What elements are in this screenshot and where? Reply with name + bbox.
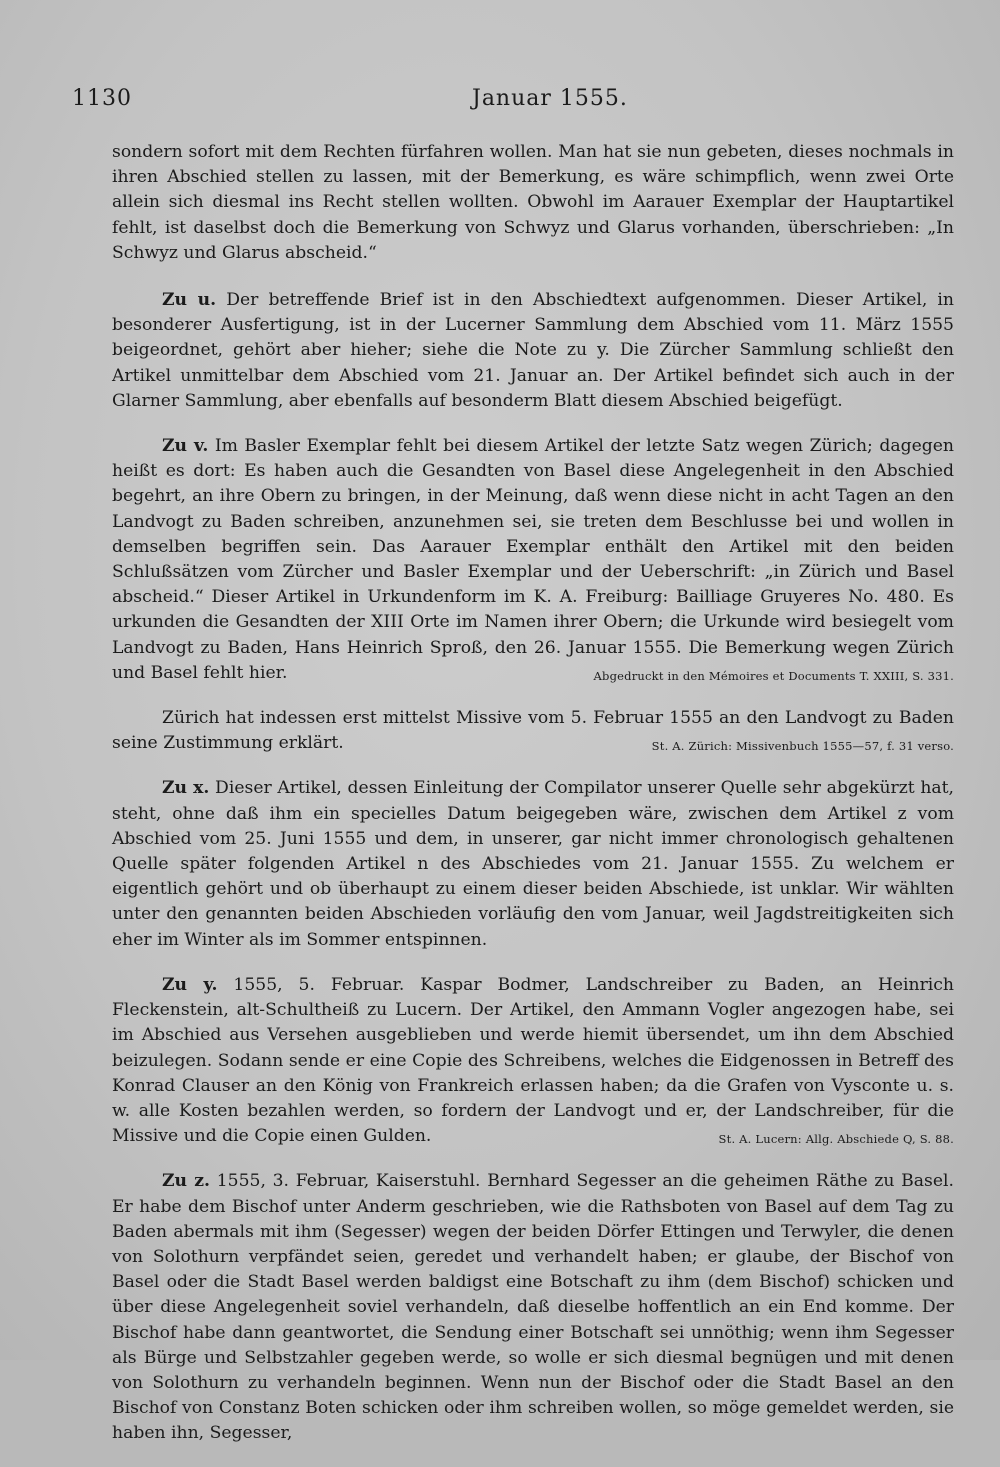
page-body (112, 140, 954, 1467)
note-text: Dieser Artikel, dessen Einleitung der Compilator unserer Quelle sehr abgekürzt hat, steht, ohne daß ihm ein specielles Datum beigegeben wäre, zwischen dem Artikel z vom Abschied vom 25. Juni 1555 und dem, in unserer, gar nicht immer chronologisch gehaltenen Quelle später folgenden Artikel n des Abschiedes vom 21. Januar 1555. Zu welchem er eigentlich gehört und ob überhaupt zu einem dieser beiden Abschiede, ist unklar. Wir wählten unter den genannten beiden Abschieden vorläufig den vom Januar, weil Jagdstreitigkeiten sich eher im Winter als im Sommer entspinnen. (112, 778, 955, 950)
source-citation: St. A. Lucern: Allg. Abschiede Q, S. 88. (718, 1132, 954, 1147)
page-number: 1130 (72, 86, 132, 111)
note-u (112, 288, 954, 414)
source-citation: Abgedruckt in den Mémoires et Documents T. XXIII, S. 331. (593, 668, 954, 683)
note-text: 1555, 5. Februar. Kaspar Bodmer, Landschreiber zu Baden, an Heinrich Fleckenstein, alt-Schultheiß zu Lucern. Der Artikel, den Ammann Vogler angezogen habe, sei im Abschied aus Versehen ausgeblieben und werde hiemit übersendet, um ihn dem Abschied beizulegen. Sodann sende er eine Copie des Schreibens, welches die Eidgenossen in Betreff des Konrad Clauser an den König von Frankreich erlassen haben; da die Grafen von Vysconte u. s. w. alle Kosten bezahlen werden, so fordern der Landvogt und er, der Landschreiber, für die Missive und die Copie einen Gulden. (112, 974, 954, 1147)
note-text: Zürich hat indessen erst mittelst Missive vom 5. Februar 1555 an den Landvogt zu Baden seine Zustimmung erklärt. (112, 708, 954, 754)
note-z (112, 1169, 954, 1446)
note-lemma: Zu z. (162, 1171, 211, 1192)
running-title: Januar 1555. (472, 86, 628, 111)
note-y (112, 973, 954, 1149)
note-x (112, 776, 954, 952)
paragraph-continuation (112, 140, 954, 266)
note-text: Im Basler Exemplar fehlt bei diesem Artikel der letzte Satz wegen Zürich; dagegen heißt es dort: Es haben auch die Gesandten von Basel diese Angelegenheit in den Abschied begehrt, an ihre Obern zu bringen, in der Meinung, daß wenn diese nicht in acht Tagen an den Landvogt zu Baden schreiben, anzunehmen sei, sie treten dem Beschlusse bei und wollen in demselben begriffen sein. Das Aarauer Exemplar enthält den Artikel mit den beiden Schlußsätzen vom Zürcher und Basler Exemplar und der Ueberschrift: „in Zürich und Basel abscheid.“ Dieser Artikel in Urkundenform im K. A. Freiburg: Bailliage Gruyeres No. 480. Es urkunden die Gesandten der XIII Orte im Namen ihrer Obern; die Urkunde wird besiegelt vom Landvogt zu Baden, Hans Heinrich Sproß, den 26. Januar 1555. Die Bemerkung wegen Zürich und Basel fehlt hier. (112, 436, 954, 683)
source-citation: St. A. Zürich: Missivenbuch 1555—57, f. 31 verso. (651, 739, 954, 754)
note-v (112, 434, 954, 686)
note-lemma: Zu v. (162, 436, 209, 457)
note-lemma: Zu u. (162, 290, 217, 311)
note-text: 1555, 3. Februar, Kaiserstuhl. Bernhard Segesser an die geheimen Räthe zu Basel. Er habe dem Bischof unter Anderm geschrieben, wie die Rathsboten von Basel auf dem Tag zu Baden abermals mit ihm (Segesser) wegen der beiden Dörfer Ettingen und Terwyler, die denen von Solothurn verpfändet seien, geredet und verhandelt haben; er glaube, der Bischof von Basel oder die Stadt Basel werden baldigst eine Botschaft zu ihm (dem Bischof) schicken und über diese Angelegenheit soviel verhandeln, daß dieselbe hoffentlich an ein End komme. Der Bischof habe dann geantwortet, die Sendung einer Botschaft sei unnöthig; wenn ihm Segesser als Bürge und Selbstzahler gegeben werde, so wolle er sich diesmal begnügen und mit denen von Solothurn zu verhandeln beginnen. Wenn nun der Bischof oder die Stadt Basel an den Bischof von Constanz Boten schicken oder ihm schreiben wollen, so möge gemeldet werden, sie haben ihn, Segesser, (112, 1171, 954, 1444)
note-lemma: Zu y. (162, 974, 218, 995)
note-text: Der betreffende Brief ist in den Abschiedtext aufgenommen. Dieser Artikel, in besonderer Ausfertigung, ist in der Lucerner Sammlung dem Abschied vom 11. März 1555 beigeordnet, gehört aber hieher; siehe die Note zu y. Die Zürcher Sammlung schließt den Artikel unmittelbar dem Abschied vom 21. Januar an. Der Artikel befindet sich auch in der Glarner Sammlung, aber ebenfalls auf besonderm Blatt diesem Abschied beigefügt. (112, 290, 954, 411)
note-lemma: Zu x. (162, 778, 210, 799)
page-header (72, 86, 952, 116)
note-v-addendum (112, 706, 954, 756)
paragraph-text: sondern sofort mit dem Rechten fürfahren wollen. Man hat sie nun gebeten, dieses nochmals in ihren Abschied stellen zu lassen, mit der Bemerkung, es wäre schimpflich, wenn zwei Orte allein sich diesmal ins Recht stellen wollten. Obwohl im Aarauer Exemplar der Hauptartikel fehlt, ist daselbst doch die Bemerkung von Schwyz und Glarus vorhanden, überschrieben: „In Schwyz und Glarus abscheid.“ (112, 142, 954, 263)
